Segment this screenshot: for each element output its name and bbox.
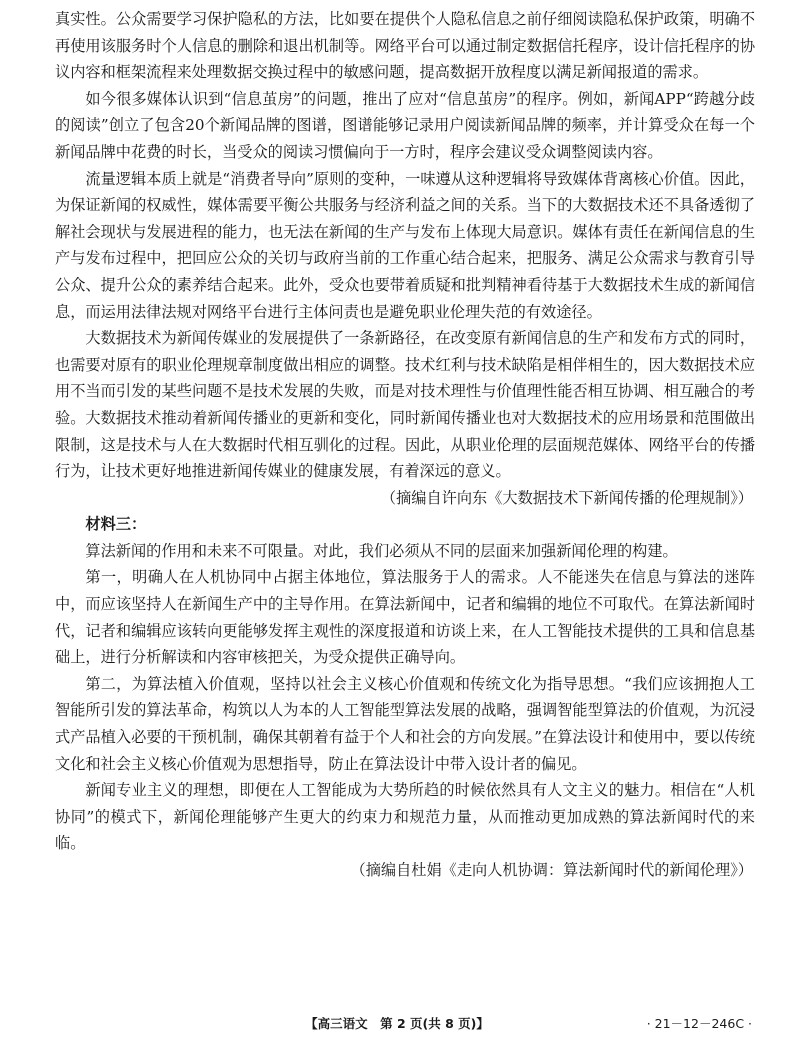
paragraph-4: 大数据技术为新闻传媒业的发展提供了一条新路径，在改变原有新闻信息的生产和发布方式的同时，也需要对原有的职业伦理规章制度做出相应的调整。技术红利与技术缺陷是相伴相生的，因大数据技术应用不当而引发的某些问题不是技术发展的失败，而是对技术理性与价值理性能否相互协调、相互融合的考验。大数据技术推动着新闻传播业的更新和变化，同时新闻传播业也对大数据技术的应用场景和范围做出限制，这是技术与人在大数据时代相互驯化的过程。因此，从职业伦理的层面规范媒体、网络平台的传播行为，让技术更好地推进新闻传媒业的健康发展，有着深远的意义。 [55,329,755,481]
material-3-heading: 材料三： [85,515,147,534]
paragraph-6: 第一，明确人在人机协同中占据主体地位，算法服务于人的需求。人不能迷失在信息与算法的迷阵中，而应该坚持人在新闻生产中的主导作用。在算法新闻中，记者和编辑的地位不可取代。在算法新闻时代，记者和编辑应该转向更能够发挥主观性的深度报道和访谈上来，在人工智能技术提供的工具和信息基础上，进行分析解读和内容审核把关，为受众提供正确导向。 [55,568,755,667]
source-citation-1: （摘编自许向东《大数据技术下新闻传播的伦理规制》） [380,488,753,507]
footer-page-info: 【高三语文 第 2 页(共 8 页)】 [305,1016,489,1031]
paragraph-8: 新闻专业主义的理想，即便在人工智能成为大势所趋的时候依然具有人文主义的魅力。相信在“人机协同”的模式下，新闻伦理能够产生更大的约束力和规范力量，从而推动更加成熟的算法新闻时代的来临。 [55,781,755,853]
footer-exam-code: · 21－12－246C · [646,1016,752,1031]
source-citation-2: （摘编自杜娟《走向人机协调：算法新闻时代的新闻伦理》） [350,861,753,879]
document-page [55,6,755,884]
page-footer [0,1014,794,1036]
paragraph-1: 真实性。公众需要学习保护隐私的方法，比如要在提供个人隐私信息之前仔细阅读隐私保护政策，明确不再使用该服务时个人信息的删除和退出机制等。网络平台可以通过制定数据信托程序，设计信托程序的协议内容和框架流程来处理数据交换过程中的敏感问题，提高数据开放程度以满足新闻报道的需求。 [55,10,755,82]
paragraph-7: 第二，为算法植入价值观，坚持以社会主义核心价值观和传统文化为指导思想。“我们应该拥抱人工智能所引发的算法革命，构筑以人为本的人工智能型算法发展的战略，强调智能型算法的价值观，为沉浸式产品植入必要的干预机制，确保其朝着有益于个人和社会的方向发展。”在算法设计和使用中，要以传统文化和社会主义核心价值观为思想指导，防止在算法设计中带入设计者的偏见。 [55,674,755,773]
paragraph-2: 如今很多媒体认识到“信息茧房”的问题，推出了应对“信息茧房”的程序。例如，新闻APP“跨越分歧的阅读”创立了包含20个新闻品牌的图谱，图谱能够记录用户阅读新闻品牌的频率，并计算受众在每一个新闻品牌中花费的时长，当受众的阅读习惯偏向于一方时，程序会建议受众调整阅读内容。 [55,89,755,161]
paragraph-5: 算法新闻的作用和未来不可限量。对此，我们必须从不同的层面来加强新闻伦理的构建。 [85,541,678,560]
paragraph-3: 流量逻辑本质上就是“消费者导向”原则的变种，一味遵从这种逻辑将导致媒体背离核心价值。因此，为保证新闻的权威性，媒体需要平衡公共服务与经济利益之间的关系。当下的大数据技术还不具备透彻了解社会现状与发展进程的能力，也无法在新闻的生产与发布上体现大局意识。媒体有责任在新闻信息的生产与发布过程中，把回应公众的关切与政府当前的工作重心结合起来，把服务、满足公众需求与教育引导公众、提升公众的素养结合起来。此外，受众也要带着质疑和批判精神看待基于大数据技术生成的新闻信息，而运用法律法规对网络平台进行主体问责也是避免职业伦理失范的有效途径。 [55,169,755,321]
